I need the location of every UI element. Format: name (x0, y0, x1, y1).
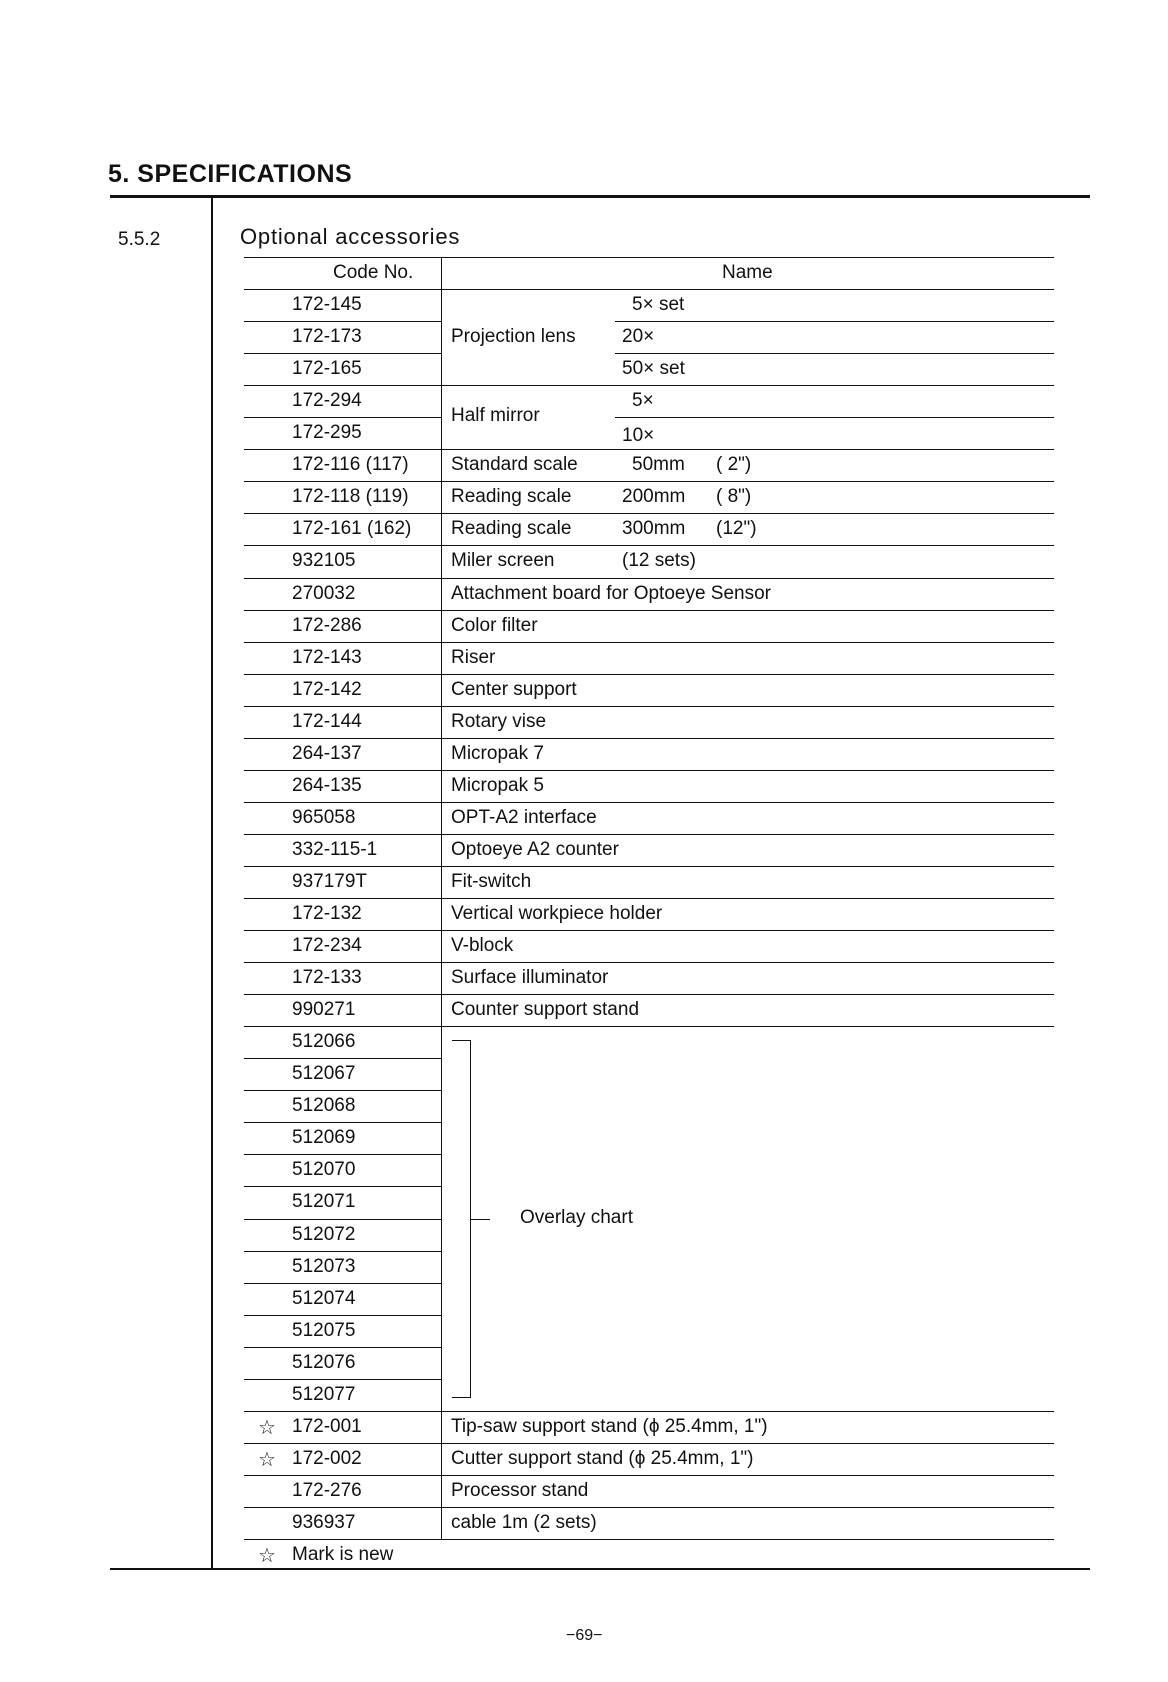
code-cell: 172-132 (292, 903, 362, 924)
name-cell: Surface illuminator (451, 967, 609, 989)
code-cell: 512069 (292, 1127, 356, 1149)
variant-cell: 5× set (632, 294, 685, 316)
code-cell: 936937 (292, 1511, 356, 1533)
name-cell: Cutter support stand (ϕ 25.4mm, 1") (451, 1447, 754, 1469)
row-divider (244, 545, 1054, 546)
row-divider (244, 866, 1054, 867)
row-divider (244, 1058, 441, 1059)
group-label: Half mirror (451, 405, 540, 427)
code-cell: 172-133 (292, 967, 362, 989)
row-divider (244, 321, 441, 322)
code-cell: 172-165 (292, 358, 362, 380)
scale-inch: ( 8") (716, 486, 752, 508)
table-top-rule (244, 257, 1054, 258)
code-cell: 512067 (292, 1063, 356, 1085)
section-number: 5.5.2 (118, 229, 161, 250)
variant-cell: 5× (632, 390, 654, 412)
code-cell: 270032 (292, 582, 356, 604)
row-divider (244, 1347, 441, 1348)
section-title: Optional accessories (240, 224, 461, 249)
title-rule-thin (110, 197, 1090, 198)
row-divider (615, 417, 1054, 418)
row-divider (244, 1411, 1054, 1412)
variant-cell: 10× (622, 425, 655, 447)
row-divider (244, 1315, 441, 1316)
name-extra: (12 sets) (622, 550, 696, 572)
row-divider (244, 1122, 441, 1123)
code-cell: 965058 (292, 806, 356, 828)
code-cell: 172-173 (292, 326, 362, 348)
group-label: Overlay chart (520, 1206, 633, 1228)
code-cell: 172-286 (292, 614, 362, 636)
code-cell: 512071 (292, 1191, 356, 1213)
column-separator (441, 257, 442, 1539)
row-divider (244, 1507, 1054, 1508)
code-cell: 172-143 (292, 646, 362, 668)
new-star-icon: ☆ (258, 1416, 276, 1439)
variant-cell: 50× set (622, 358, 685, 380)
row-divider (244, 1219, 441, 1220)
name-cell: Standard scale (451, 454, 578, 476)
name-cell: V-block (451, 935, 514, 957)
row-divider (244, 1154, 441, 1155)
code-cell: 937179T (292, 870, 368, 892)
scale-inch: ( 2") (716, 454, 752, 476)
code-cell: 512072 (292, 1223, 356, 1245)
row-divider (244, 962, 1054, 963)
row-divider (615, 321, 1054, 322)
scale-size: 300mm (622, 518, 686, 540)
code-cell: 172-118 (119) (292, 486, 409, 508)
row-divider (244, 674, 1054, 675)
code-cell: 172-144 (292, 710, 362, 732)
code-header: Code No. (333, 262, 414, 283)
code-cell: 990271 (292, 999, 356, 1021)
bottom-rule (110, 1568, 1090, 1570)
row-divider (244, 898, 1054, 899)
code-cell: 172-142 (292, 678, 362, 700)
code-cell: 512070 (292, 1159, 356, 1181)
row-divider (244, 802, 1054, 803)
name-cell: Tip-saw support stand (ϕ 25.4mm, 1") (451, 1415, 768, 1437)
row-divider (244, 385, 1054, 386)
row-divider (244, 513, 1054, 514)
code-cell: 172-002 (292, 1447, 362, 1469)
row-divider (244, 1026, 1054, 1027)
code-cell: 172-001 (292, 1415, 362, 1437)
name-cell: Counter support stand (451, 999, 640, 1021)
row-divider (244, 353, 441, 354)
overlay-bracket-top (452, 1040, 471, 1041)
row-divider (244, 1443, 1054, 1444)
name-cell: OPT-A2 interface (451, 806, 597, 828)
name-cell: Vertical workpiece holder (451, 903, 663, 924)
name-cell: Rotary vise (451, 710, 547, 732)
code-cell: 512066 (292, 1031, 356, 1053)
row-divider (244, 1379, 441, 1380)
code-cell: 332-115-1 (292, 838, 378, 860)
code-cell: 172-116 (117) (292, 454, 409, 476)
row-divider (244, 738, 1054, 739)
code-cell: 264-135 (292, 774, 362, 796)
name-cell: Reading scale (451, 518, 572, 540)
row-divider (615, 353, 1054, 354)
group-label: Projection lens (451, 326, 576, 348)
name-header: Name (722, 262, 773, 283)
page-title: 5. SPECIFICATIONS (108, 160, 353, 188)
code-cell: 512074 (292, 1287, 356, 1309)
row-divider (244, 1186, 441, 1187)
row-divider (244, 610, 1054, 611)
row-divider (244, 706, 1054, 707)
scale-size: 200mm (622, 486, 686, 508)
code-cell: 172-276 (292, 1479, 362, 1501)
row-divider (244, 289, 1054, 290)
code-cell: 172-295 (292, 422, 362, 444)
code-cell: 172-234 (292, 935, 362, 957)
overlay-bracket-bottom (452, 1397, 471, 1398)
code-cell: 264-137 (292, 742, 362, 764)
name-cell: Center support (451, 678, 577, 700)
row-divider (244, 481, 1054, 482)
overlay-bracket-arm (470, 1219, 490, 1220)
new-star-icon: ☆ (258, 1448, 276, 1471)
new-star-icon: ☆ (258, 1545, 276, 1567)
code-cell: 512076 (292, 1351, 356, 1373)
row-divider (244, 994, 1054, 995)
row-divider (244, 770, 1054, 771)
code-cell: 512073 (292, 1255, 356, 1277)
row-divider (244, 930, 1054, 931)
row-divider (244, 1283, 441, 1284)
margin-rule (211, 197, 213, 1569)
footnote: Mark is new (292, 1544, 394, 1565)
name-cell: Attachment board for Optoeye Sensor (451, 582, 772, 604)
scale-size: 50mm (632, 454, 685, 476)
name-cell: Optoeye A2 counter (451, 838, 619, 860)
scale-inch: (12") (716, 518, 757, 540)
row-divider (244, 417, 441, 418)
row-divider (244, 642, 1054, 643)
code-cell: 932105 (292, 550, 356, 572)
name-cell: Micropak 5 (451, 774, 544, 796)
row-divider (244, 1090, 441, 1091)
code-cell: 512077 (292, 1383, 356, 1405)
row-divider (244, 1251, 441, 1252)
code-cell: 172-145 (292, 294, 362, 316)
name-cell: Fit-switch (451, 870, 532, 892)
code-cell: 172-161 (162) (292, 518, 412, 540)
row-divider (244, 1475, 1054, 1476)
name-cell: Color filter (451, 614, 538, 636)
page-number: −69− (566, 1627, 603, 1644)
code-cell: 512068 (292, 1095, 356, 1117)
name-cell: Miler screen (451, 550, 555, 572)
name-cell: Micropak 7 (451, 742, 544, 764)
code-cell: 172-294 (292, 390, 362, 412)
name-cell: Riser (451, 646, 496, 668)
row-divider (244, 834, 1054, 835)
name-cell: Processor stand (451, 1479, 589, 1501)
row-divider (244, 449, 1054, 450)
variant-cell: 20× (622, 326, 655, 348)
name-cell: cable 1m (2 sets) (451, 1511, 597, 1533)
table-bottom-rule (244, 1539, 1054, 1540)
code-cell: 512075 (292, 1319, 356, 1341)
row-divider (244, 578, 1054, 579)
name-cell: Reading scale (451, 486, 572, 508)
